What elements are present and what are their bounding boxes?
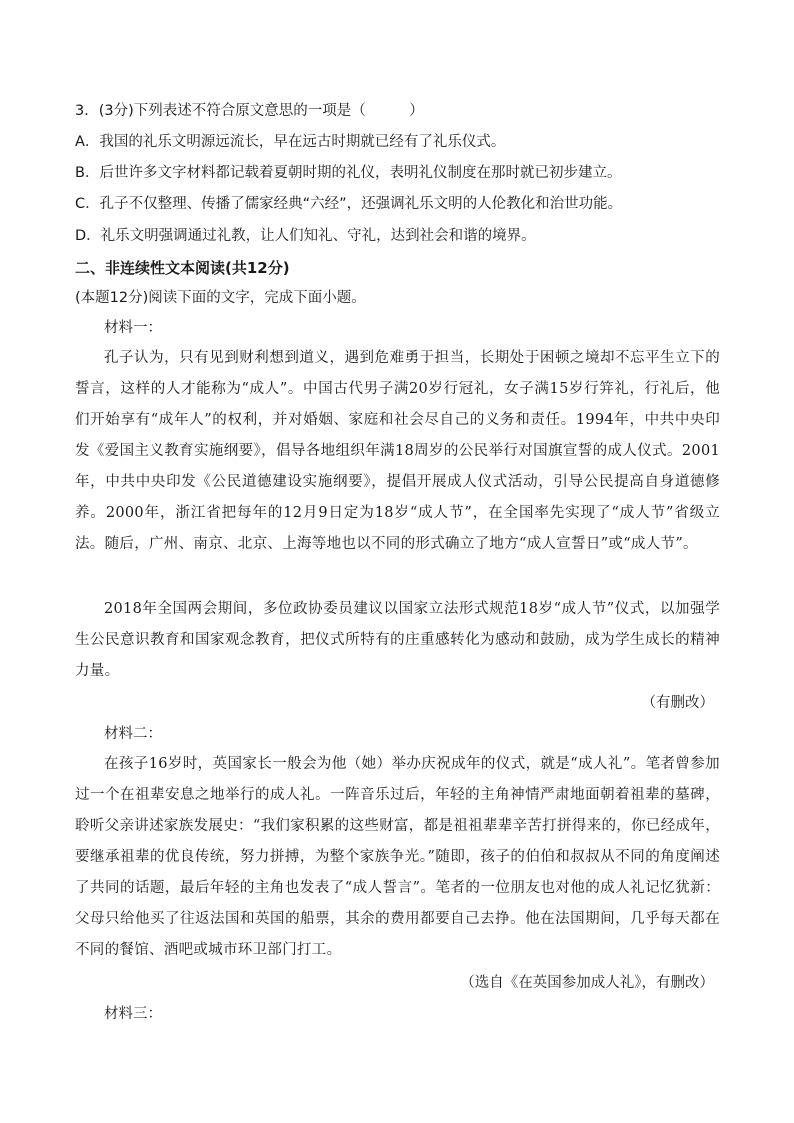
material-2-paragraph-1: 在孩子16岁时，英国家长一般会为他（她）举办庆祝成年的仪式，就是“成人礼”。笔者曾参加过一个在祖辈安息之地举行的成人礼。一阵音乐过后，年轻的主角神情严肃地面朝着祖辈的墓碑，聆听父亲讲述家族发展史：“我们家积累的这些财富，都是祖祖辈辈辛苦打拼得来的，你已经成年，要继承祖辈的优良传统，努力拼搏，为整个家族争光。”随即，孩子的伯伯和叔叔从不同的角度阐述了共同的话题，最后年轻的主角也发表了“成人誓言”。笔者的一位朋友也对他的成人礼记忆犹新：父母只给他买了往返法国和英国的船票，其余的费用都要自己去挣。他在法国期间，几乎每天都在不同的餐馆、酒吧或城市环卫部门打工。	[75, 756, 720, 958]
question-3-option-b: B．后世许多文字材料都记载着夏朝时期的礼仪，表明礼仪制度在那时就已初步建立。	[75, 165, 622, 181]
material-1-label: 材料一：	[104, 320, 162, 336]
section-2-instruction: (本题12分)阅读下面的文字，完成下面小题。	[75, 290, 366, 306]
material-1-paragraph-2: 2018年全国两会期间，多位政协委员建议以国家立法形式规范18岁“成人节”仪式，以加强学生公民意识教育和国家观念教育，把仪式所特有的庄重感转化为感动和鼓励，成为学生成长的精神力量。	[75, 601, 720, 679]
question-3-option-d: D．礼乐文明强调通过礼教，让人们知礼、守礼，达到社会和谐的境界。	[75, 228, 536, 244]
material-2-source: （选自《在英国参加成人礼》，有删改）	[460, 975, 714, 991]
section-2-heading: 二、非连续性文本阅读(共12分)	[75, 259, 290, 277]
question-3-option-a: A．我国的礼乐文明源远流长，早在远古时期就已经有了礼乐仪式。	[75, 134, 506, 150]
question-3-option-c: C．孔子不仅整理、传播了儒家经典“六经”，还强调礼乐文明的人伦教化和治世功能。	[75, 196, 623, 212]
material-3-label: 材料三：	[104, 1006, 162, 1022]
material-1-source: （有删改）	[641, 695, 714, 711]
material-1-paragraph-1: 孔子认为，只有见到财利想到道义，遇到危难勇于担当，长期处于困顿之境却不忘平生立下的誓言，这样的人才能称为“成人”。中国古代男子满20岁行冠礼，女子满15岁行笄礼，行礼后，他们开始享有“成年人”的权利，并对婚姻、家庭和社会尽自己的义务和责任。1994年，中共中央印发《爱国主义教育实施纲要》，倡导各地组织年满18周岁的公民举行对国旗宣誓的成人仪式。2001年，中共中央印发《公民道德建设实施纲要》，提倡开展成人仪式活动，引导公民提高自身道德修养。2000年，浙江省把每年的12月9日定为18岁“成人节”，在全国率先实现了“成人节”省级立法。随后，广州、南京、北京、上海等地也以不同的形式确立了地方“成人宣誓日”或“成人节”。	[75, 350, 720, 552]
material-2-label: 材料二：	[104, 726, 162, 742]
question-3-stem: 3．(3分)下列表述不符合原文意思的一项是（ ）	[75, 103, 424, 119]
